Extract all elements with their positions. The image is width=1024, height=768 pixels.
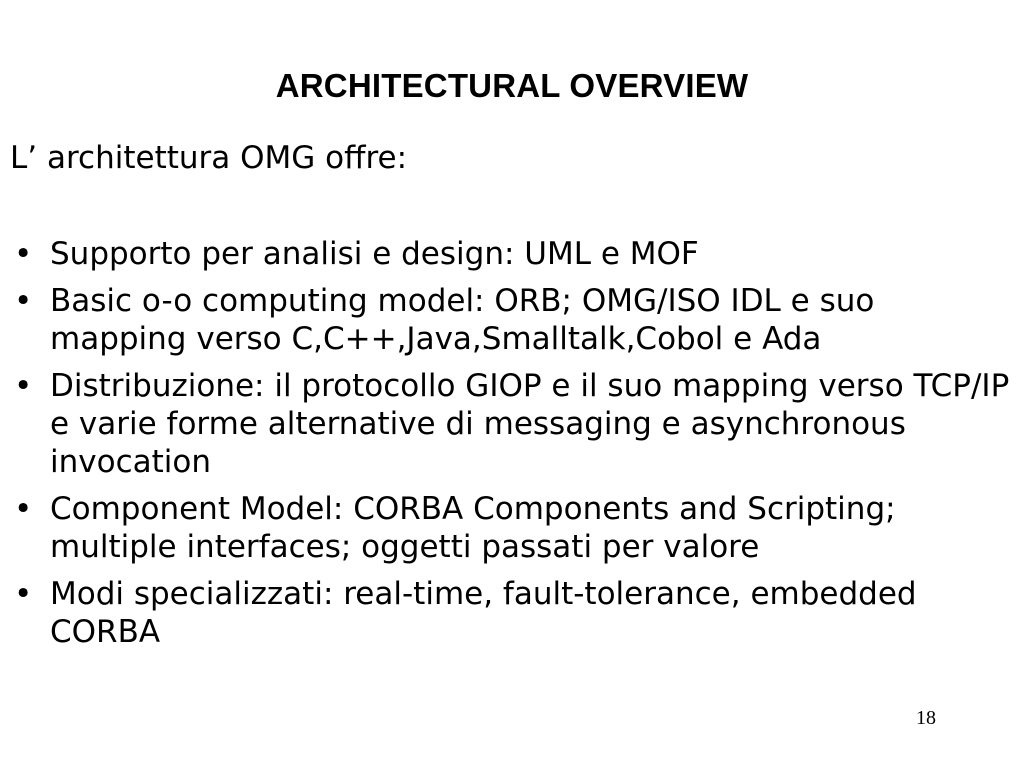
bullet-text: Basic o-o computing model: ORB; OMG/ISO IDL e suo mapping verso C,C++,Java,Smalltalk,Cobol e Ada — [50, 283, 875, 357]
bullet-list — [10, 235, 1014, 660]
bullet-item — [10, 367, 1014, 481]
slide-title: ARCHITECTURAL OVERVIEW — [275, 67, 749, 104]
bullet-item — [10, 575, 1014, 651]
bullet-item — [10, 235, 1014, 273]
bullet-item — [10, 490, 1014, 566]
bullet-icon: • — [14, 283, 33, 319]
bullet-item — [10, 282, 1014, 358]
bullet-text: Modi specializzati: real-time, fault-tolerance, embedded CORBA — [50, 576, 917, 650]
bullet-text: Distribuzione: il protocollo GIOP e il suo mapping verso TCP/IP e varie forme alternative di messaging e asynchronous invocation — [50, 368, 1010, 480]
bullet-icon: • — [14, 368, 33, 404]
intro-text: L’ architettura OMG offre: — [10, 140, 408, 176]
bullet-text: Supporto per analisi e design: UML e MOF — [50, 236, 699, 272]
bullet-icon: • — [14, 576, 33, 612]
bullet-text: Component Model: CORBA Components and Scripting; multiple interfaces; oggetti passati per valore — [50, 491, 896, 565]
bullet-icon: • — [14, 491, 33, 527]
bullet-icon: • — [14, 236, 33, 272]
page-number: 18 — [916, 707, 936, 729]
